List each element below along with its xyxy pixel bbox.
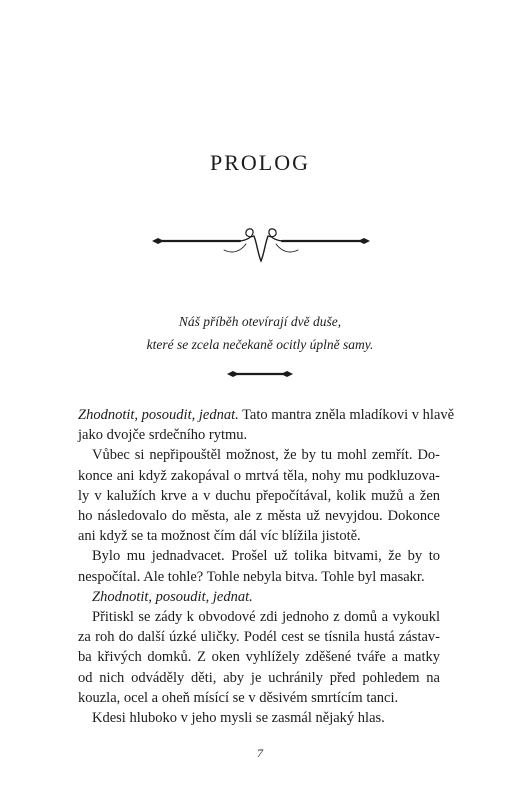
text-line: Zhodnotit, posoudit, jednat. — [92, 588, 253, 605]
divider-ornament-icon — [226, 367, 294, 381]
text-line: kouzla, ocel a oheň mísící se v děsivém smrtícím tanci. — [78, 689, 399, 706]
epigraph-line: které se zcela nečekaně ocitly úplně samy. — [146, 337, 374, 352]
paragraph — [78, 546, 440, 586]
paragraph — [78, 445, 440, 546]
text-line: od nich odváděly děti, aby je uchránily před pohledem na — [78, 669, 440, 686]
text-line: ani když se ta možnost čím dál víc blížila jistotě. — [78, 528, 361, 545]
paragraph — [78, 607, 440, 708]
epigraph — [0, 310, 520, 356]
paragraph — [78, 708, 440, 728]
text-line: Bylo mu jednadvacet. Prošel už tolika bitvami, že by to — [92, 548, 440, 565]
epigraph-line: Náš příběh otevírají dvě duše, — [178, 314, 342, 329]
body-text — [78, 405, 455, 728]
text-line: nespočítal. Ale tohle? Tohle nebyla bitva. Tohle byl masakr. — [78, 568, 425, 585]
text-line: jako dvojče srdečního rytmu. — [78, 427, 248, 444]
text-line: Zhodnotit, posoudit, jednat. Tato mantra zněla mladíkovi v hlavě — [78, 407, 455, 423]
text-line: ly v kalužích krve a v duchu přepočítával, kolik mužů a žen — [78, 487, 440, 504]
paragraph — [78, 405, 455, 445]
ornament-flourish-icon — [150, 228, 372, 268]
text-line: za roh do další úzké uličky. Podél cest se tísnila hustá zástav- — [78, 629, 440, 646]
chapter-title: PROLOG — [209, 150, 310, 175]
text-line: ba křivých domků. Z oken vyhlížely zděšené tváře a matky — [78, 649, 440, 666]
text-line: Kdesi hluboko v jeho mysli se zasmál nějaký hlas. — [92, 710, 385, 727]
text-line: ho následovalo do města, ale z města už nevyjdou. Dokonce — [78, 508, 440, 525]
page-number: 7 — [257, 746, 263, 760]
text-line: Vůbec si nepřipouštěl možnost, že by tu mohl zemřít. Do- — [92, 447, 440, 464]
paragraph — [78, 587, 440, 607]
text-line: konce ani když zakopával o mrtvá těla, nohy mu podkluzova- — [78, 467, 440, 484]
text-line: Přitiskl se zády k obvodové zdi jednoho z domů a vykoukl — [92, 609, 440, 626]
